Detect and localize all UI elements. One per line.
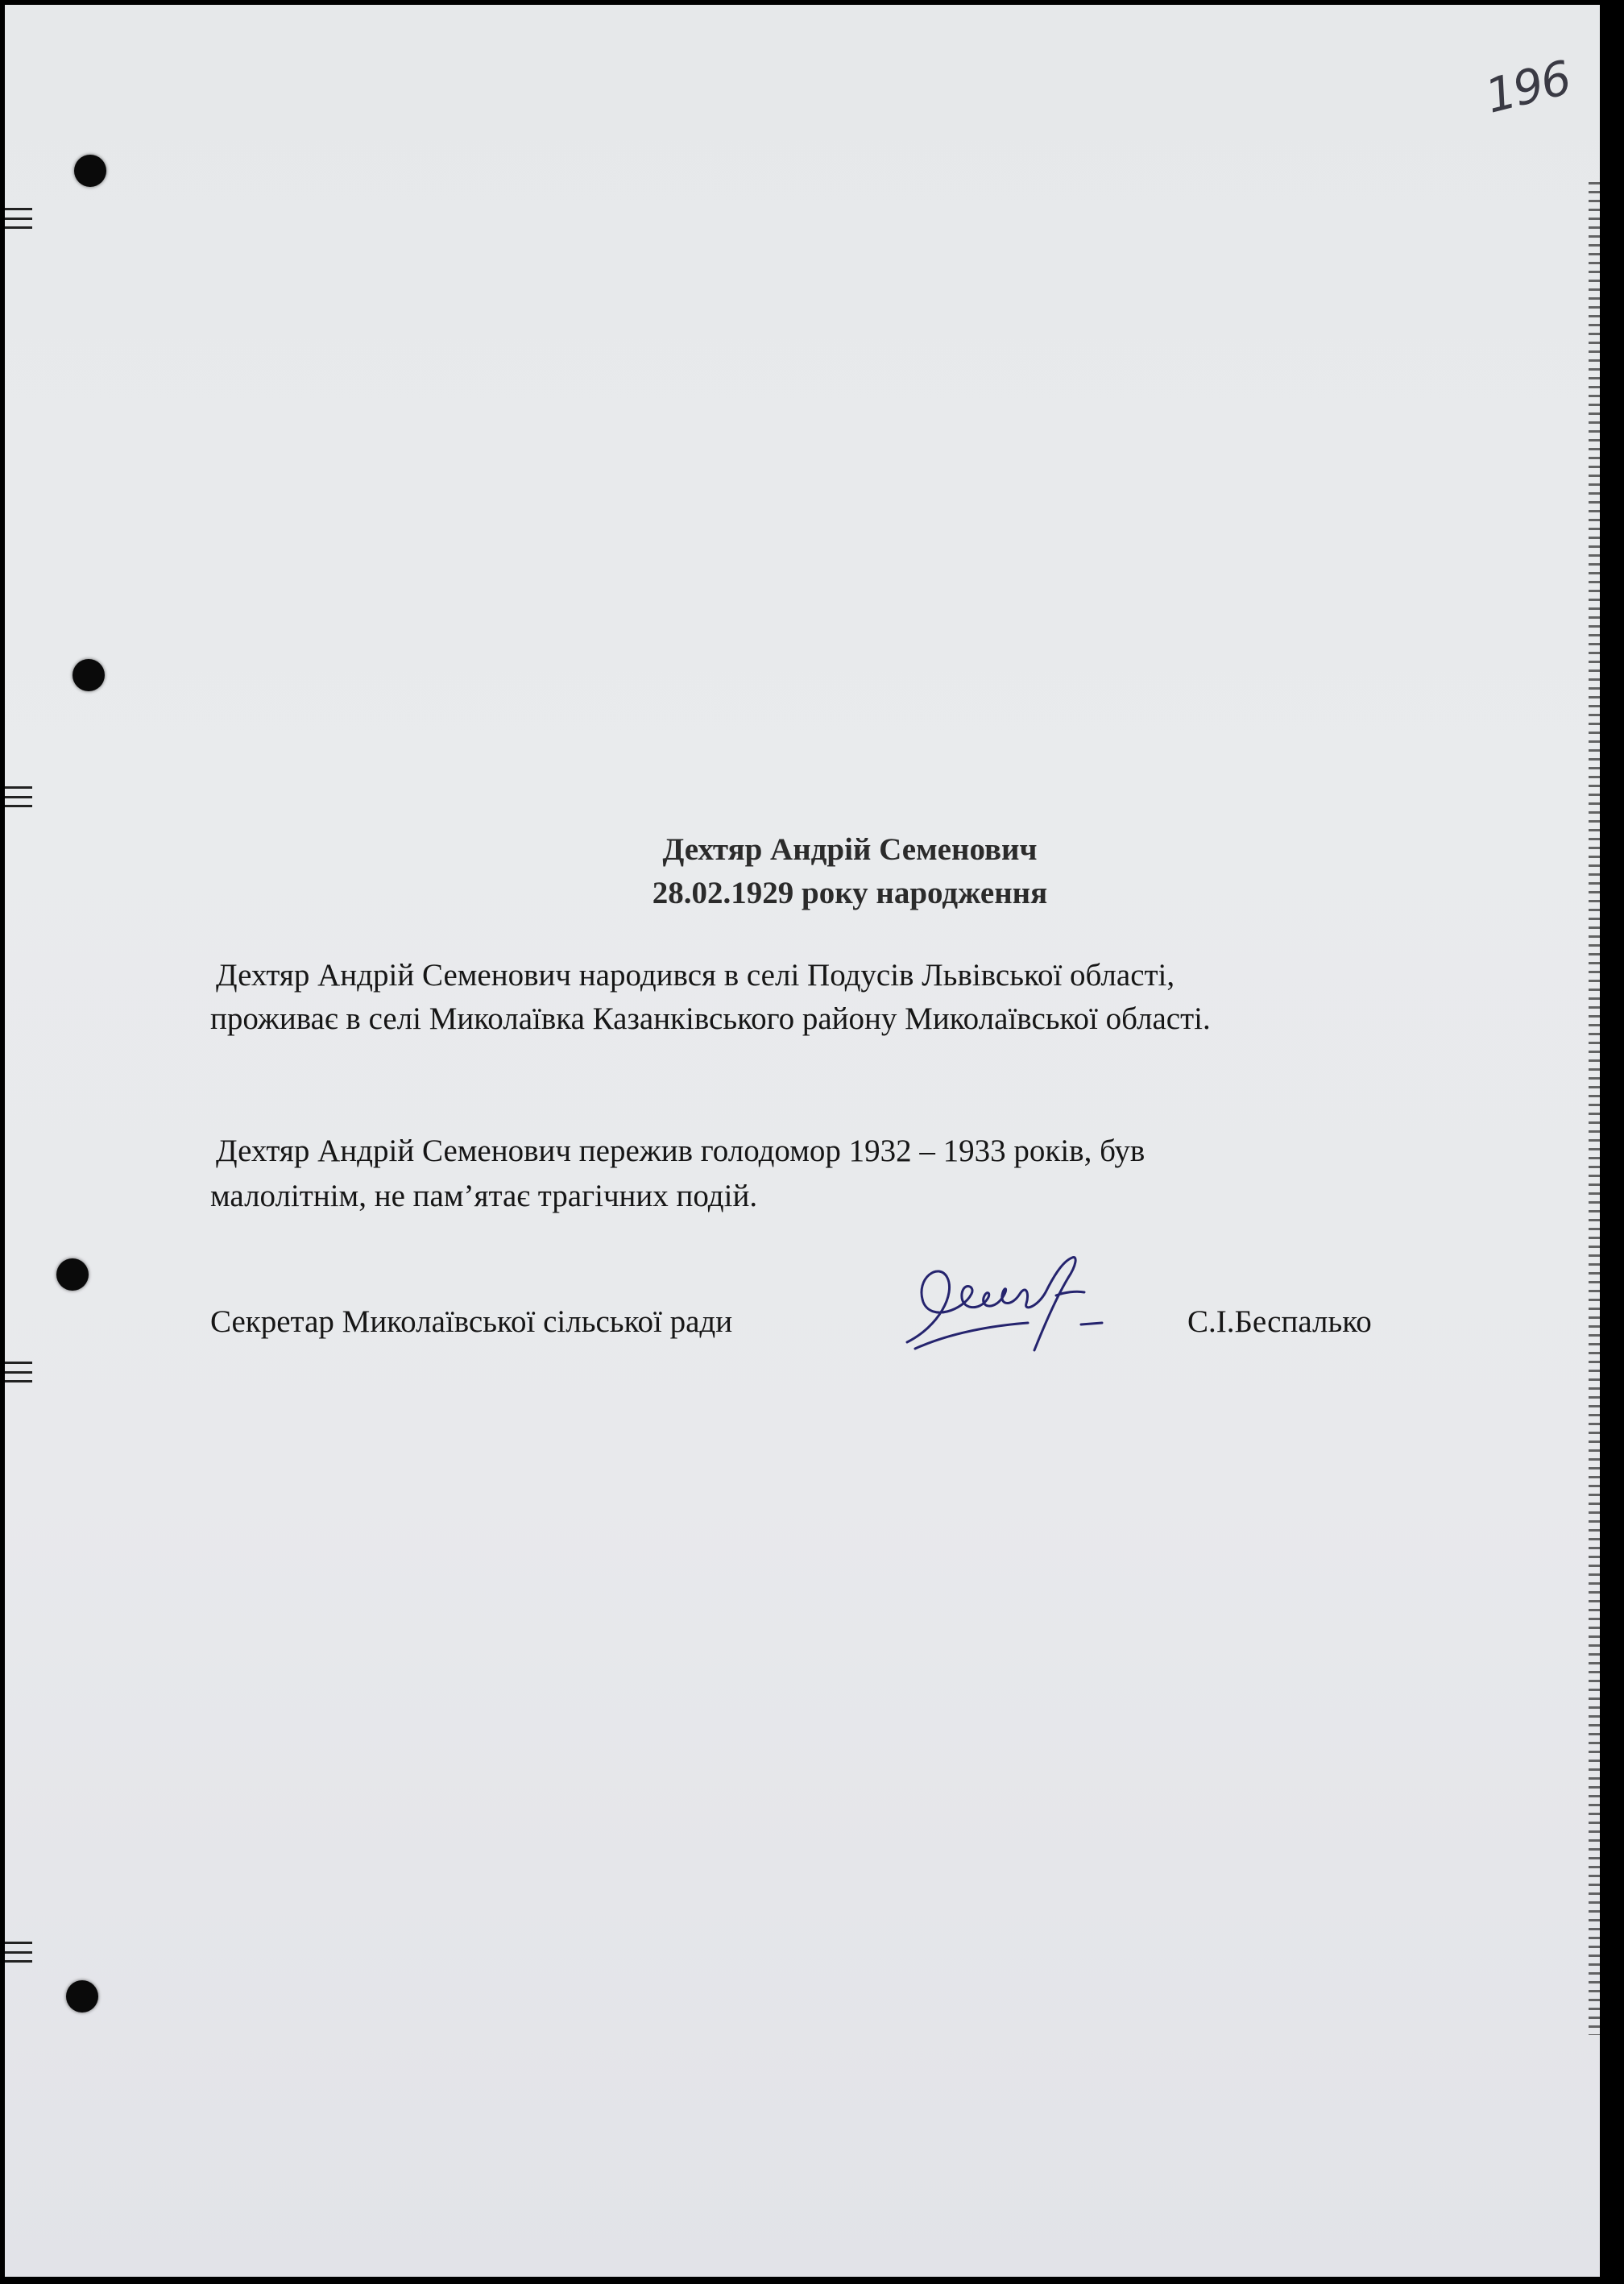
edge-mark-3 [5,1362,37,1382]
handwritten-signature [891,1246,1149,1366]
punch-hole-2 [72,659,105,691]
punch-hole-4 [66,1980,98,2012]
edge-mark-1 [5,208,37,229]
page-number: 196 [1480,50,1576,124]
paragraph-2-line-1: Дехтяр Андрій Семенович пережив голодомор 1932 – 1933 років, був [216,1134,1146,1168]
birth-date-heading: 28.02.1929 року народження [652,876,1048,910]
edge-mark-2 [5,786,37,807]
punch-hole-1 [74,155,106,187]
right-edge-binding [1589,182,1600,2035]
person-name-heading: Дехтяр Андрій Семенович [662,832,1038,867]
paragraph-2-line-2: малолітнім, не пам’ятає трагічних подій. [210,1179,758,1213]
secretary-title: Секретар Миколаївської сільської ради [210,1304,733,1339]
edge-mark-4 [5,1942,37,1963]
paragraph-1-line-2: проживає в селі Миколаївка Казанківського району Миколаївської області. [210,1001,1211,1036]
paragraph-1-line-1: Дехтяр Андрій Семенович народився в селі Подусів Львівської області, [216,958,1175,993]
punch-hole-3 [56,1258,89,1291]
document-page [5,5,1600,2277]
signatory-name: С.І.Беспалько [1187,1304,1372,1339]
